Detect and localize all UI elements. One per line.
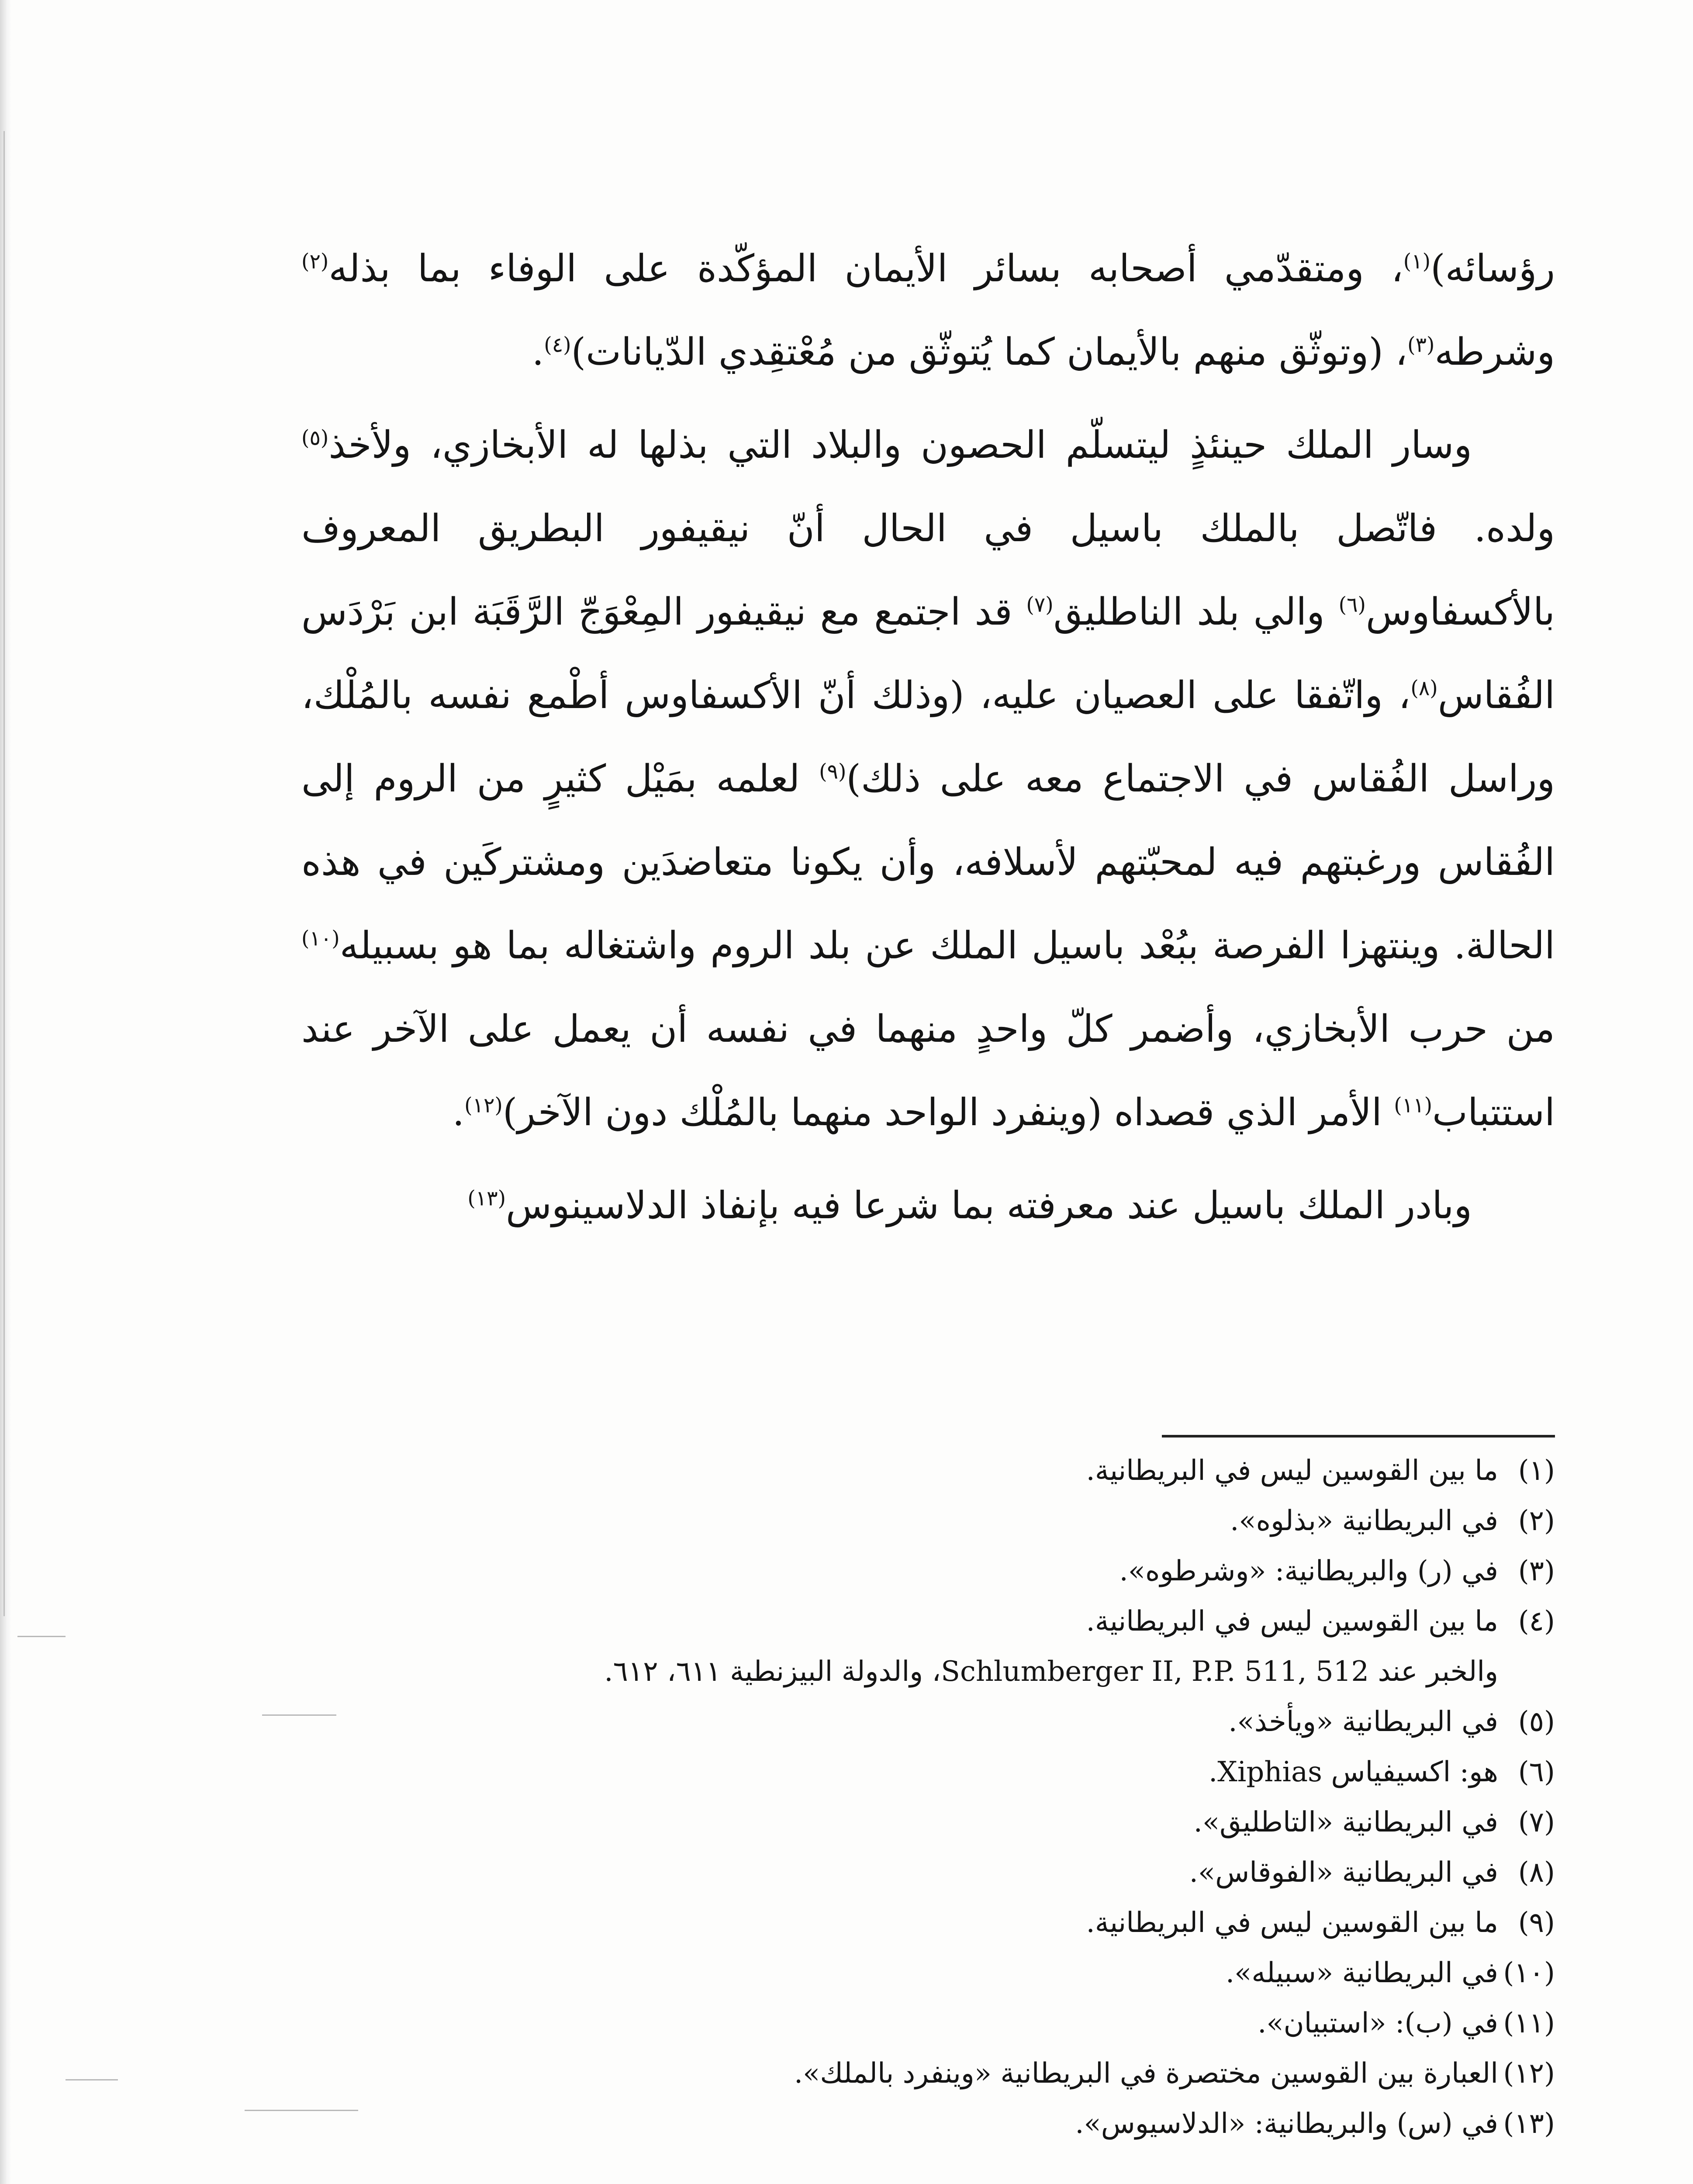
footnote-text-run: والخبر عند — [1369, 1655, 1498, 1688]
footnote-number: (٥) — [1518, 1706, 1555, 1738]
main-text — [301, 227, 1555, 1257]
footnote — [301, 2049, 1555, 2099]
footnote-text-run: . — [1208, 1756, 1218, 1788]
footnote-text — [301, 1948, 1498, 1998]
footnote-number: (٨) — [1518, 1856, 1555, 1889]
footnote-ref[interactable]: (٨) — [1410, 676, 1438, 701]
footnote-number: (٣) — [1518, 1555, 1555, 1587]
footnote-text-run: في (ر) والبريطانية: «وشرطوه». — [1119, 1555, 1498, 1587]
footnote — [301, 1848, 1555, 1898]
footnote-ref-number: ١ — [1411, 249, 1423, 274]
footnote-latin-term: Xiphias — [1217, 1756, 1322, 1788]
text-run: والي بلد الناطليق — [1053, 590, 1339, 634]
footnote-ref[interactable]: (١٢) — [464, 1093, 503, 1118]
scan-mark — [262, 1714, 336, 1716]
text-run: وشرطه — [1434, 330, 1555, 374]
footnote-citation: Schlumberger II, P.P. 511, 512 — [941, 1655, 1369, 1688]
footnote-ref-number: ٤ — [552, 333, 563, 357]
footnote-ref[interactable]: (٩) — [819, 760, 846, 784]
footnote-ref[interactable]: (١٣) — [467, 1186, 506, 1211]
footnote-text — [301, 1747, 1498, 1797]
footnote-text-run: العبارة بين القوسين مختصرة في البريطانية «وينفرد بالملك». — [794, 2057, 1498, 2090]
footnote-text-run: ما بين القوسين ليس في البريطانية. — [1086, 1455, 1498, 1487]
scan-mark — [66, 2079, 118, 2080]
text-run: ، (وتوثّق منهم بالأيمان كما يُتوثّق من مُعْتقِدي الدّيانات) — [571, 330, 1408, 374]
text-run: . — [452, 1091, 465, 1134]
footnote-number: (٤) — [1518, 1605, 1555, 1638]
footnote-ref-number: ١١ — [1402, 1093, 1424, 1118]
paragraph — [301, 404, 1555, 1154]
footnote-text-run: في البريطانية «بذلوه». — [1230, 1505, 1498, 1537]
footnote-ref[interactable]: (٢) — [301, 249, 329, 274]
footnote-ref-number: ١٠ — [309, 926, 332, 951]
footnote-number: (١٣) — [1503, 2108, 1555, 2140]
footnote-ref[interactable]: (٣) — [1407, 333, 1435, 357]
footnote — [301, 1496, 1555, 1546]
footnote-text — [301, 1797, 1498, 1848]
footnote-text-run: في البريطانية «التاطليق». — [1193, 1806, 1498, 1838]
footnote-ref-number: ٣ — [1415, 333, 1427, 357]
footnote-ref-number: ٧ — [1034, 593, 1046, 617]
footnote-ref-number: ٩ — [827, 760, 838, 784]
text-run: ولده. فاتّصل بالملك باسيل في الحال أنّ نيقيفور البطريق المعروف بالأكسفاوس — [301, 507, 1555, 634]
text-run: رؤسائه) — [1430, 247, 1555, 290]
footnote-ref[interactable]: (١١) — [1394, 1093, 1433, 1118]
footnote — [301, 2099, 1555, 2149]
footnote — [301, 1898, 1555, 1948]
footnote-number: (١٢) — [1503, 2057, 1555, 2090]
text-run: ، ومتقدّمي أصحابه بسائر الأيمان المؤكّدة على الوفاء بما بذله — [328, 247, 1403, 290]
footnote-text — [301, 1697, 1498, 1747]
footnote-number: (١١) — [1503, 2007, 1555, 2039]
footnote — [301, 1797, 1555, 1848]
footnote-text — [301, 1898, 1498, 1948]
footnote-text-run: هو: اكسيفياس — [1322, 1756, 1498, 1788]
footnote-text-run: في البريطانية «سبيله». — [1225, 1957, 1498, 1989]
footnote — [301, 1948, 1555, 1998]
footnote-ref[interactable]: (٦) — [1338, 593, 1366, 617]
scan-mark — [245, 2110, 358, 2111]
footnote-text — [301, 1446, 1498, 1496]
footnote-text — [301, 2049, 1498, 2099]
text-run: وبادر الملك باسيل عند معرفته بما شرعا فيه بإنفاذ الدلاسينوس — [506, 1184, 1472, 1227]
footnote-text — [301, 1998, 1498, 2049]
footnote — [301, 1747, 1555, 1797]
footnote-text — [301, 1496, 1498, 1546]
footnote-ref[interactable]: (١) — [1403, 249, 1431, 274]
footnote — [301, 1446, 1555, 1496]
footnote-text-run: في (س) والبريطانية: «الدلاسيوس». — [1075, 2108, 1498, 2140]
footnote-ref[interactable]: (٥) — [301, 426, 329, 450]
text-run: لعلمه بمَيْل كثيرٍ من الروم إلى الفُقاس ورغبتهم فيه لمحبّتهم لأسلافه، وأن يكونا متعاضدَين ومشتركَين في هذه الحالة. وينتهزا الفرصة ببُعْد باسيل الملك عن بلد الروم واشتغاله بما هو بسبيله — [301, 757, 1555, 968]
text-run: . — [532, 330, 544, 374]
footnotes — [301, 1446, 1555, 2149]
footnote-ref-number: ٦ — [1347, 593, 1358, 617]
footnote-text — [301, 1848, 1498, 1898]
footnote-text-run: في البريطانية «ويأخذ». — [1228, 1706, 1498, 1738]
footnote-ref[interactable]: (١٠) — [301, 926, 340, 951]
footnote-text-run: ، والدولة البيزنطية ٦١١، ٦١٢. — [604, 1655, 941, 1688]
footnote-ref[interactable]: (٤) — [544, 333, 571, 357]
paragraph — [301, 1164, 1555, 1248]
scan-mark — [17, 1636, 66, 1637]
footnote — [301, 1697, 1555, 1747]
text-run: قد اجتمع مع نيقيفور المِعْوَجّ الرَّقَبَة ابن بَرْدَس الفُقاس — [301, 590, 1555, 717]
footnote — [301, 1998, 1555, 2049]
footnote — [301, 1597, 1555, 1647]
footnote-number: (٧) — [1518, 1806, 1555, 1838]
text-run: وسار الملك حينئذٍ ليتسلّم الحصون والبلاد التي بذلها له الأبخازي، ولأخذ — [328, 423, 1472, 467]
text-run: من حرب الأبخازي، وأضمر كلّ واحدٍ منهما في نفسه أن يعمل على الآخر عند استتباب — [301, 1007, 1555, 1134]
footnote-text-run: ما بين القوسين ليس في البريطانية. — [1086, 1605, 1498, 1638]
footnote-number: (١) — [1518, 1455, 1555, 1487]
footnote-text — [301, 1597, 1498, 1647]
scan-edge — [0, 0, 11, 2184]
footnote-number: (٢) — [1518, 1505, 1555, 1537]
footnote-number: (٩) — [1518, 1907, 1555, 1939]
paragraph — [301, 227, 1555, 394]
footnote-text-run: في البريطانية «الفوقاس». — [1189, 1856, 1498, 1889]
footnote-number: (١٠) — [1503, 1957, 1555, 1989]
footnote-ref-number: ٥ — [309, 426, 321, 450]
footnote-text-run: ما بين القوسين ليس في البريطانية. — [1086, 1907, 1498, 1939]
footnote-continuation — [301, 1647, 1555, 1697]
footnote-text-run: في (ب): «استبيان». — [1258, 2007, 1498, 2039]
footnote-text — [301, 2099, 1498, 2149]
footnote-ref-number: ٨ — [1418, 676, 1430, 701]
footnote-ref-number: ١٢ — [472, 1093, 495, 1118]
footnote-ref[interactable]: (٧) — [1026, 593, 1054, 617]
footnote-separator — [1162, 1435, 1555, 1438]
text-run: ، واتّفقا على العصيان عليه، (وذلك أنّ الأكسفاوس أطْمع نفسه بالمُلْك، وراسل الفُقاس في الاجتماع معه على ذلك) — [301, 674, 1555, 801]
footnote-text — [301, 1546, 1498, 1597]
scan-line — [3, 131, 5, 1616]
footnote-ref-number: ٢ — [309, 249, 321, 274]
footnote-number: (٦) — [1518, 1756, 1555, 1788]
text-run: الأمر الذي قصداه (وينفرد الواحد منهما بالمُلْك دون الآخر) — [502, 1091, 1394, 1134]
footnote-ref-number: ١٣ — [475, 1186, 498, 1211]
footnote — [301, 1546, 1555, 1597]
